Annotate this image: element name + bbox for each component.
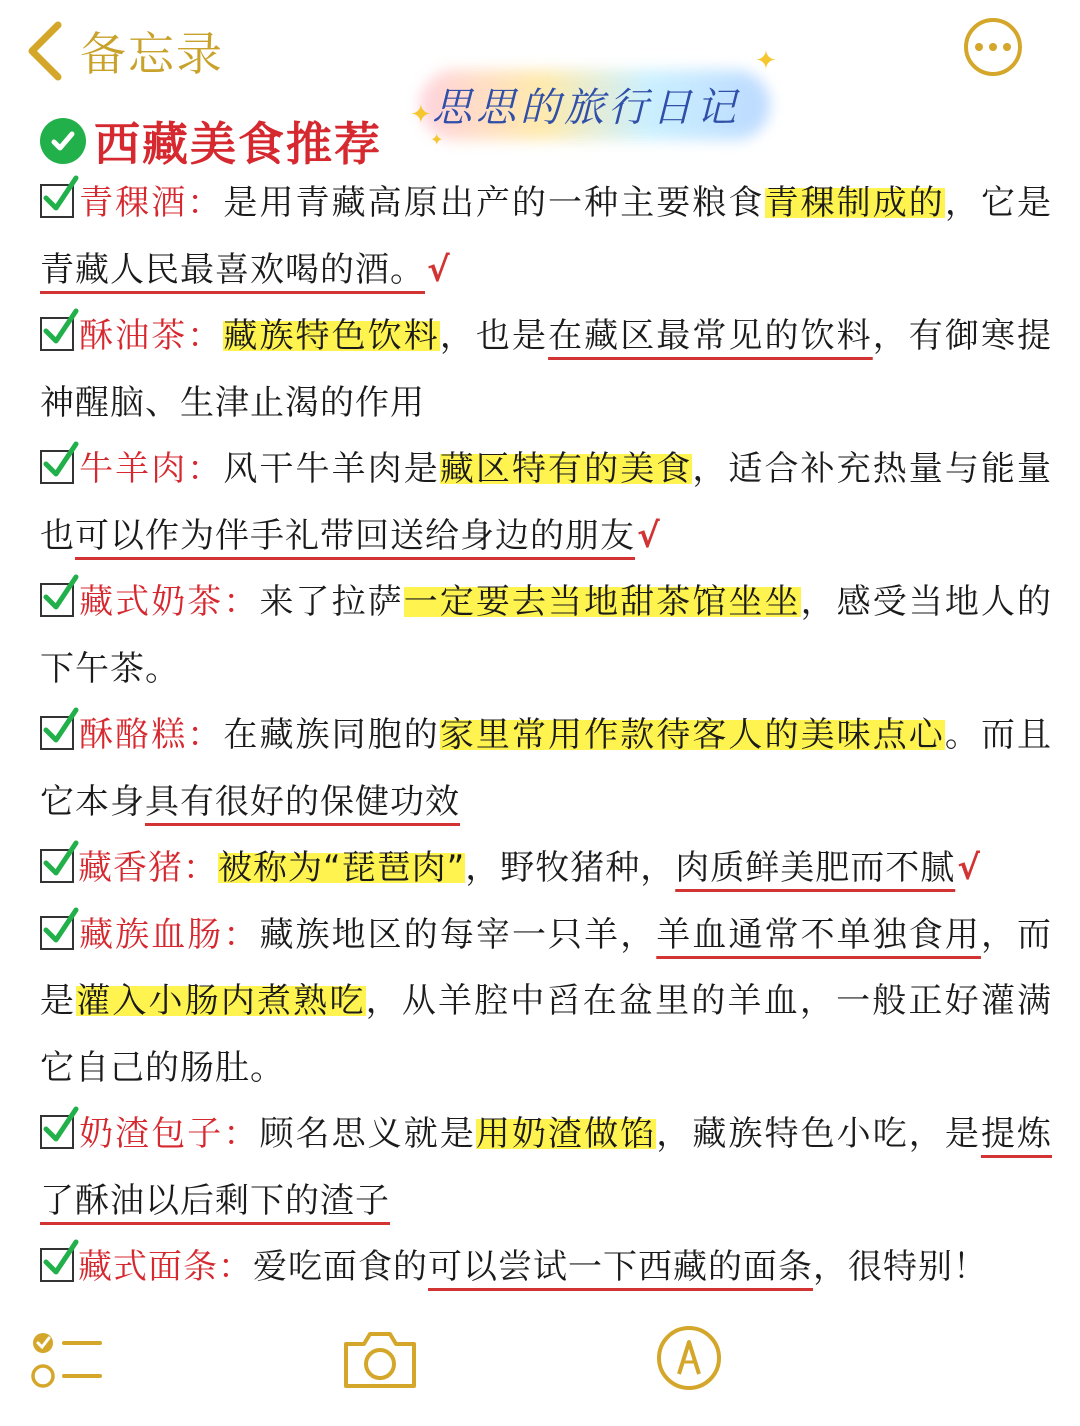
more-options-button[interactable] xyxy=(964,18,1022,76)
body-text: 。而且它本身 xyxy=(40,715,1053,822)
body-text: ，藏族特色小吃，是 xyxy=(656,1114,981,1154)
checkbox-icon xyxy=(40,583,74,617)
back-label: 备忘录 xyxy=(80,27,224,81)
checkbox-icon xyxy=(40,1248,74,1282)
chevron-left-icon xyxy=(22,19,70,83)
checkbox-icon xyxy=(40,916,74,950)
bottom-toolbar xyxy=(0,1320,1080,1420)
pen-icon xyxy=(655,1324,723,1392)
body-text: ，从羊腔中舀在盆里的羊血，一般正好灌满它自己的肠肚。 xyxy=(40,981,1053,1088)
body-text: 顾名思义就是 xyxy=(259,1114,476,1154)
checkbox-icon xyxy=(40,849,74,883)
note-item xyxy=(40,569,1052,702)
note-item xyxy=(40,702,1052,835)
food-name: 奶渣包子： xyxy=(78,1114,260,1154)
check-mark: √ xyxy=(427,249,451,290)
body-text: ，适合补充热量与能量也 xyxy=(40,449,1053,556)
underlined-text: 羊血通常不单独食用 xyxy=(656,914,981,955)
back-button[interactable] xyxy=(22,18,224,84)
note-item xyxy=(40,835,1052,902)
checkbox-icon xyxy=(40,716,74,750)
underlined-text: 提炼了酥油以后剩下的渣子 xyxy=(40,1114,1053,1221)
checkbox-icon xyxy=(40,317,74,351)
body-text: 来了拉萨 xyxy=(259,582,404,622)
body-text: 藏族地区的每宰一只羊， xyxy=(259,914,657,955)
note-body[interactable] xyxy=(40,170,1052,1301)
body-text: ，也是 xyxy=(439,316,549,356)
highlighted-text: 藏族特色饮料 xyxy=(223,316,440,356)
highlighted-text: 灌入小肠内煮熟吃 xyxy=(76,981,366,1021)
food-name: 青稞酒： xyxy=(78,183,224,223)
camera-icon xyxy=(340,1326,420,1392)
highlighted-text: 家里常用作款待客人的美味点心 xyxy=(439,715,945,755)
sparkle-icon: ✦ xyxy=(430,130,444,149)
body-text: 风干牛羊肉是 xyxy=(223,449,440,489)
checklist-icon xyxy=(30,1328,106,1392)
more-dot-icon xyxy=(989,43,997,51)
food-name: 藏族血肠： xyxy=(78,914,260,955)
note-item xyxy=(40,1234,1052,1301)
highlighted-text: 用奶渣做馅 xyxy=(475,1114,657,1154)
check-mark: √ xyxy=(637,515,661,556)
note-item xyxy=(40,303,1052,436)
highlighted-text: 一定要去当地甜茶馆坐坐 xyxy=(403,582,801,622)
food-name: 藏式面条： xyxy=(78,1247,253,1287)
camera-button[interactable] xyxy=(340,1326,420,1392)
highlighted-text: 被称为“琵琶肉” xyxy=(218,848,466,888)
body-text: 是用青藏高原出产的一种主要粮食 xyxy=(223,183,765,223)
underlined-text: 在藏区最常见的饮料 xyxy=(548,316,873,356)
body-text: 在藏族同胞的 xyxy=(223,715,440,755)
body-text: 爱吃面食的 xyxy=(253,1247,428,1287)
food-name: 藏式奶茶： xyxy=(78,582,260,622)
checkbox-icon xyxy=(40,1115,74,1149)
more-dot-icon xyxy=(975,43,983,51)
food-name: 酥油茶： xyxy=(78,316,224,356)
note-item xyxy=(40,1101,1052,1234)
underlined-text: 可以尝试一下西藏的面条 xyxy=(428,1247,813,1287)
note-item xyxy=(40,902,1052,1102)
checklist-button[interactable] xyxy=(30,1328,106,1392)
highlighted-text: 藏区特有的美食 xyxy=(439,449,693,489)
sticker-text: 思思的旅行日记 xyxy=(432,85,740,131)
page-title: 西藏美食推荐 xyxy=(94,117,382,171)
highlighted-text: 青稞制成的 xyxy=(764,183,945,223)
sparkle-icon: ✦ xyxy=(755,46,777,76)
underlined-text: 具有很好的保健功效 xyxy=(145,781,460,822)
body-text: ，很特别！ xyxy=(813,1247,988,1287)
note-item xyxy=(40,170,1052,303)
diary-sticker xyxy=(410,46,780,152)
checkbox-icon xyxy=(40,450,74,484)
underlined-text: 可以作为伴手礼带回送给身边的朋友 xyxy=(75,515,635,556)
body-text: ，感受当地人的下午茶。 xyxy=(40,582,1053,689)
note-item xyxy=(40,436,1052,569)
food-name: 藏香猪： xyxy=(78,848,218,888)
underlined-text: 肉质鲜美肥而不腻 xyxy=(675,848,956,888)
body-text: ，有御寒提神醒脑、生津止渴的作用 xyxy=(40,316,1053,423)
body-text: ，它是 xyxy=(944,183,1053,223)
body-text: ，而是 xyxy=(40,914,1053,1021)
check-circle-icon xyxy=(40,118,86,164)
body-text: ，野牧猪种， xyxy=(465,848,676,888)
checkbox-icon xyxy=(40,184,74,218)
check-mark: √ xyxy=(957,848,981,888)
food-name: 酥酪糕： xyxy=(78,715,224,755)
note-title xyxy=(40,108,382,174)
markup-button[interactable] xyxy=(655,1324,723,1392)
more-dot-icon xyxy=(1003,43,1011,51)
food-name: 牛羊肉： xyxy=(78,449,224,489)
sparkle-icon: ✦ xyxy=(410,100,432,130)
underlined-text: 青藏人民最喜欢喝的酒。 xyxy=(40,249,425,290)
